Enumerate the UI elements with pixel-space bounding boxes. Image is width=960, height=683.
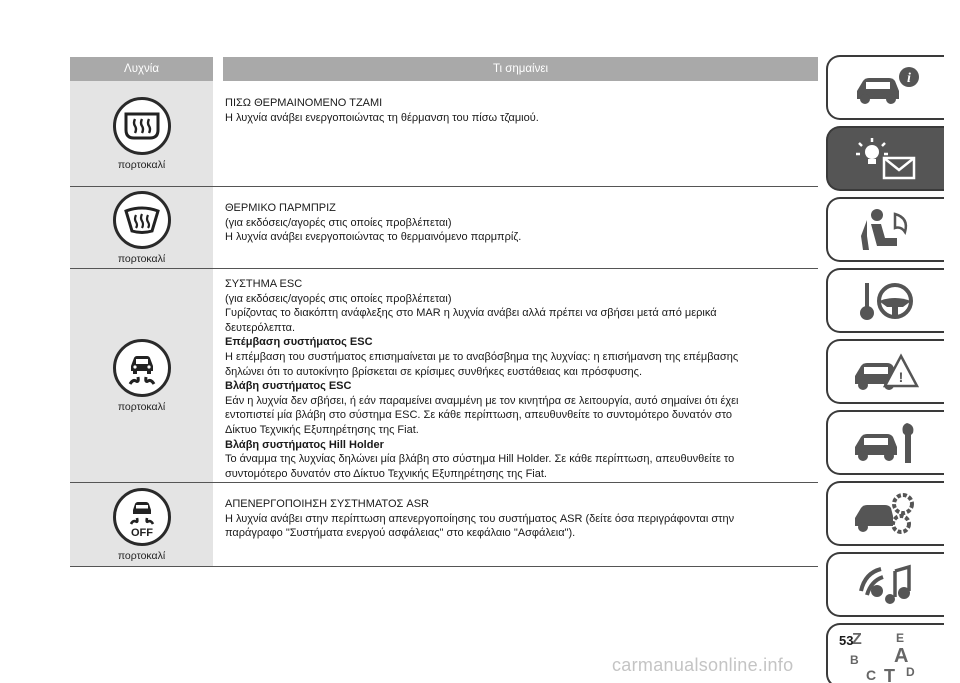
multimedia-icon	[851, 561, 921, 609]
car-info-icon	[851, 65, 921, 111]
chapter-sidebar	[826, 55, 944, 683]
table-header	[70, 57, 818, 81]
icon-cell	[70, 269, 213, 482]
tab-car-info[interactable]	[826, 55, 944, 120]
icon-cell	[70, 81, 213, 186]
lamp-subheading: Επέμβαση συστήματος ESC	[225, 336, 373, 349]
lamp-color-label: πορτοκαλί	[117, 158, 166, 171]
car-maintenance-icon	[851, 419, 921, 467]
tab-index[interactable]	[826, 623, 944, 683]
lamp-color-label: πορτοκαλί	[117, 549, 166, 562]
index-letter: Z	[852, 630, 862, 648]
tab-safety[interactable]	[826, 197, 944, 262]
index-letter: D	[906, 664, 915, 679]
tab-warning-lamps[interactable]	[826, 126, 944, 191]
index-letter: B	[850, 652, 859, 667]
index-letter: E	[896, 630, 905, 645]
lamp-color-label: πορτοκαλί	[117, 400, 166, 413]
lamp-color-label: πορτοκαλί	[117, 252, 166, 265]
tab-multimedia[interactable]	[826, 552, 944, 617]
esc-off-icon	[121, 496, 163, 538]
lamp-text: Εάν η λυχνία δεν σβήσει, ή εάν παραμείνει αναμμένη με τον κινητήρα σε λειτουργία, αυτό σημαίνει ότι έχει	[225, 394, 739, 407]
lamp-text: δευτερόλεπτα.	[225, 321, 296, 334]
meaning-cell	[223, 269, 818, 482]
tab-emergency[interactable]	[826, 339, 944, 404]
page-number: 53	[839, 633, 854, 648]
index-letter: T	[884, 665, 895, 683]
meaning-cell	[223, 483, 818, 566]
technical-data-gears-icon	[851, 490, 921, 538]
lamp-subheading: Βλάβη συστήματος Hill Holder	[225, 438, 384, 451]
lamp-title: ΑΠΕΝΕΡΓΟΠΟΙΗΣΗ ΣΥΣΤΗΜΑΤΟΣ ASR	[225, 498, 429, 510]
icon-cell	[70, 483, 213, 566]
rear-window-defrost-icon	[122, 108, 162, 144]
lamp-text: Η επέμβαση του συστήματος επισημαίνεται με το αναβόσβημα της λυχνίας: η επισήμανση της επέμβασης	[225, 350, 739, 363]
windshield-defrost-icon	[122, 203, 162, 237]
lamp-text: (για εκδόσεις/αγορές στις οποίες προβλέπεται)	[225, 292, 452, 305]
header-meaning: Τι σημαίνει	[492, 63, 549, 75]
lamp-title: ΠΙΣΩ ΘΕΡΜΑΙΝΟΜΕΝΟ ΤΖΑΜΙ	[225, 97, 383, 109]
lamp-text: Η λυχνία ανάβει ενεργοποιώντας τη θέρμανση του πίσω τζαμιού.	[225, 111, 539, 124]
tab-technical-data[interactable]	[826, 481, 944, 546]
tab-starting-driving[interactable]	[826, 268, 944, 333]
lamp-text: Γυρίζοντας το διακόπτη ανάφλεξης στο MAR η λυχνία ανάβει αλλά πρέπει να σβήσει μετά από μερικά	[225, 307, 717, 320]
svg-text:i: i	[907, 70, 911, 86]
seat-airbag-icon	[851, 206, 921, 254]
alphabetical-index-icon	[848, 628, 924, 683]
tab-maintenance[interactable]	[826, 410, 944, 475]
svg-text:!: !	[898, 368, 904, 385]
lamp-text: παράγραφο "Συστήματα ενεργού ασφάλειας" στο κεφάλαιο "Ασφάλεια").	[225, 527, 576, 540]
lamp-text: Δίκτυο Τεχνικής Εξυπηρέτησης της Fiat.	[225, 423, 419, 436]
lamp-text: Η λυχνία ανάβει στην περίπτωση απενεργοποίησης του συστήματος ASR (δείτε όσα περιγράφονται στην	[225, 512, 735, 525]
lamp-text: εντοπιστεί μία βλάβη στο σύστημα ESC. Σε κάθε περίπτωση, απευθυνθείτε το συντομότερο δυνατόν στο	[225, 409, 733, 422]
key-steering-wheel-icon	[851, 277, 921, 325]
lamp-text: Η λυχνία ανάβει ενεργοποιώντας το θερμαινόμενο παρμπρίζ.	[225, 231, 522, 244]
watermark: carmanualsonline.info	[612, 655, 794, 675]
warning-lamps-table	[70, 57, 818, 567]
lamp-subheading: Βλάβη συστήματος ESC	[225, 380, 352, 393]
icon-cell	[70, 187, 213, 268]
lamp-title: ΣΥΣΤΗΜΑ ESC	[225, 278, 303, 290]
esc-icon	[122, 348, 162, 388]
warning-lamp-message-icon	[850, 136, 922, 182]
table-row	[70, 269, 818, 483]
table-row	[70, 187, 818, 269]
esc-off-label: OFF	[130, 526, 153, 538]
table-row	[70, 483, 818, 567]
lamp-text: Το άναμμα της λυχνίας δηλώνει μία βλάβη στο σύστημα Hill Holder. Σε κάθε περίπτωση, απευθυνθείτε το	[225, 453, 735, 466]
table-row	[70, 81, 818, 187]
index-letter: C	[866, 666, 877, 683]
lamp-title: ΘΕΡΜΙΚΟ ΠΑΡΜΠΡΙΖ	[225, 202, 336, 214]
meaning-cell	[223, 187, 818, 268]
header-lamp: Λυχνία	[124, 63, 159, 75]
lamp-text: δηλώνει ότι το αυτοκίνητο βρίσκεται σε κρίσιμες συνθήκες ευστάθειας και πρόσφυσης.	[225, 365, 643, 378]
car-breakdown-icon	[851, 348, 921, 396]
lamp-text: (για εκδόσεις/αγορές στις οποίες προβλέπεται)	[225, 216, 452, 229]
lamp-text: συντομότερο δυνατόν στο Δίκτυο Τεχνικής Εξυπηρέτησης της Fiat.	[225, 467, 547, 480]
index-letter: A	[894, 644, 909, 667]
meaning-cell	[223, 81, 818, 186]
